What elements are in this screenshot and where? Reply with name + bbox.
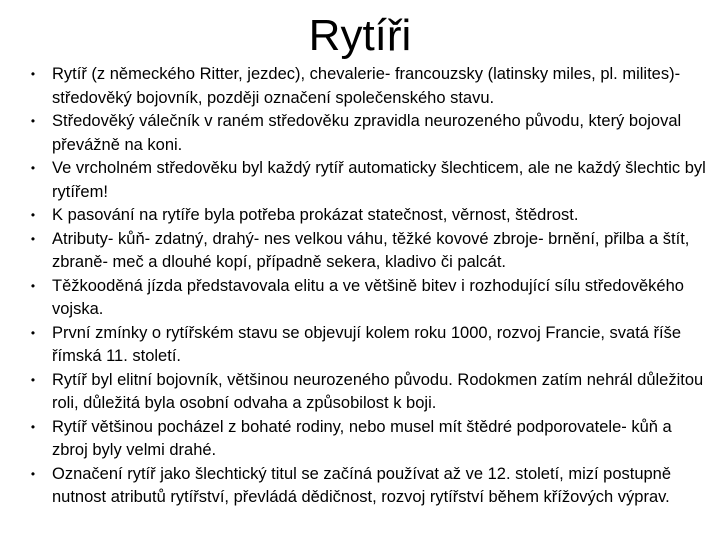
bullet-text: Těžkooděná jízda představovala elitu a ve většině bitev i rozhodující sílu středověkého vojska. [52,276,684,318]
bullet-text: Středověký válečník v raném středověku zpravidla neurozeného původu, který bojoval převážně na koni. [52,112,682,154]
bullet-item [28,110,708,157]
bullet-dot-icon: • [30,67,36,81]
bullet-item [28,463,708,510]
bullet-dot-icon: • [30,208,36,222]
bullet-dot-icon: • [30,278,36,293]
bullet-text: První zmínky o rytířském stavu se objevují kolem roku 1000, rozvoj Francie, svatá říše římská 11. století. [52,323,682,365]
bullet-item [28,369,708,416]
bullet-item [28,275,708,322]
bullet-text: Rytíř (z německého Ritter, jezdec), chevalerie- francouzsky (latinsky miles, pl. milites)- středověký bojovník, později označení společenského stavu. [52,65,681,107]
bullet-dot-icon: • [30,372,36,387]
bullet-text: Rytíř byl elitní bojovník, většinou neurozeného původu. Rodokmen zatím nehrál důležitou roli, důležitá byla osobní odvaha a způsobilost k boji. [52,370,704,412]
bullet-dot-icon: • [30,325,36,340]
bullet-dot-icon: • [30,231,36,246]
bullet-list [28,63,708,510]
slide-title: Rytíři [308,11,412,60]
bullet-dot-icon: • [30,466,36,481]
bullet-dot-icon: • [30,161,36,175]
bullet-text: Ve vrcholném středověku byl každý rytíř automaticky šlechticem, ale ne každý šlechtic byl rytířem! [52,159,706,201]
bullet-item [28,322,708,369]
bullet-text: Atributy- kůň- zdatný, drahý- nes velkou váhu, těžké kovové zbroje- brnění, přilba a štít, zbraně- meč a dlouhé kopí, případně sekera, kladivo či palcát. [52,229,690,271]
bullet-text: Rytíř většinou pocházel z bohaté rodiny, nebo musel mít štědré podporovatele- kůň a zbroj byly velmi drahé. [52,417,672,459]
bullet-dot-icon: • [30,419,36,434]
bullet-item [28,416,708,463]
bullet-item [28,204,708,228]
bullet-dot-icon: • [30,114,36,128]
bullet-text: K pasování na rytíře byla potřeba prokázat statečnost, věrnost, štědrost. [52,206,579,224]
bullet-item [28,157,708,204]
bullet-text: Označení rytíř jako šlechtický titul se začíná používat až ve 12. století, mizí postupně nutnost atributů rytířství, převládá dědičnost, rozvoj rytířství během křížových výprav. [52,464,672,506]
bullet-item [28,228,708,275]
bullet-item [28,63,708,110]
